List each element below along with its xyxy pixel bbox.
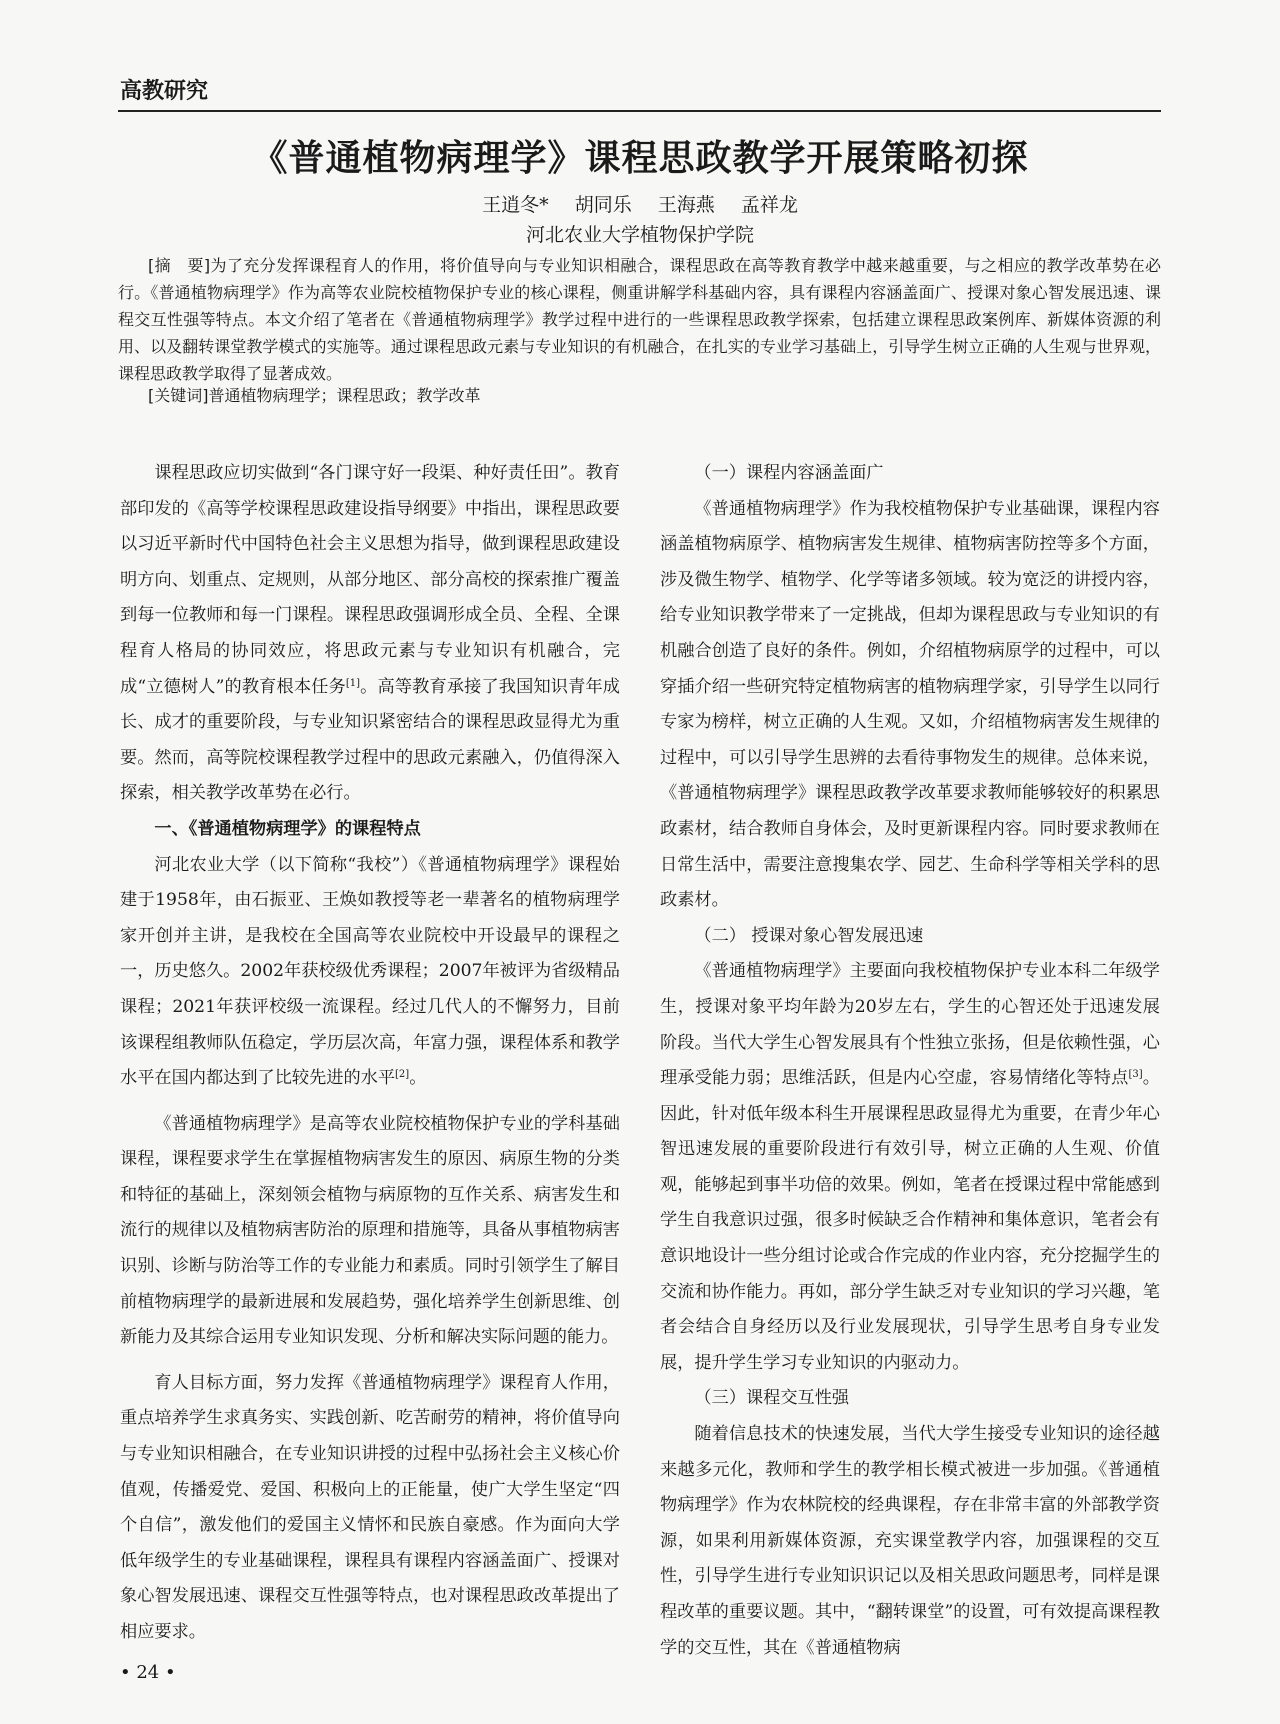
section-label: 高教研究 <box>120 79 209 104</box>
citation: [1] <box>345 677 361 689</box>
right-column <box>660 456 1160 1666</box>
keywords-text: 普通植物病理学；课程思政；教学改革 <box>208 386 481 405</box>
article-title: 《普通植物病理学》课程思政教学开展策略初探 <box>251 137 1029 179</box>
affiliation: 河北农业大学植物保护学院 <box>525 224 754 246</box>
author: 胡同乐 <box>574 194 632 216</box>
citation: [2] <box>395 1069 410 1081</box>
paragraph: 《普通植物病理学》主要面向我校植物保护专业本科二年级学生，授课对象平均年龄为20岁左右，学生的心智还处于迅速发展阶段。当代大学生心智发展具有个性独立张扬，但是依赖性强，心理承受能力弱；思维活跃，但是内心空虚，容易情绪化等特点[3]。因此，针对低年级本科生开展课程思政显得尤为重要，在青少年心智迅速发展的重要阶段进行有效引导，树立正确的人生观、价值观，能够起到事半功倍的效果。例如，笔者在授课过程中常能感到学生自我意识过强，很多时候缺乏合作精神和集体意识，笔者会有意识地设计一些分组讨论或合作完成的作业内容，充分挖掘学生的交流和协作能力。再如，部分学生缺乏对专业知识的学习兴趣，笔者会结合自身经历以及行业发展现状，引导学生思考自身专业发展，提升学生学习专业知识的内驱动力。 <box>660 961 1160 1373</box>
keywords-label: [关键词] <box>148 386 209 405</box>
subsection-heading: （二） 授课对象心智发展迅速 <box>694 925 924 946</box>
abstract-text: 为了充分发挥课程育人的作用，将价值导向与专业知识相融合，课程思政在高等教育教学中越来越重要，与之相应的教学改革势在必行。《普通植物病理学》作为高等农业院校植物保护专业的核心课程，侧重讲解学科基础内容，具有课程内容涵盖面广、授课对象心智发展迅速、课程交互性强等特点。本文介绍了笔者在《普通植物病理学》教学过程中进行的一些课程思政教学探索，包括建立课程思政案例库、新媒体资源的利用、以及翻转课堂教学模式的实施等。通过课程思政元素与专业知识的有机融合，在扎实的专业学习基础上，引导学生树立正确的人生观与世界观，课程思政教学取得了显著成效。 <box>118 256 1161 383</box>
paragraph: 河北农业大学（以下简称“我校”）《普通植物病理学》课程始建于1958年，由石振亚、王焕如教授等老一辈著名的植物病理学家开创并主讲，是我校在全国高等农业院校中开设最早的课程之一，历史悠久。2002年获校级优秀课程；2007年被评为省级精品课程；2021年获评校级一流课程。经过几代人的不懈努力，目前该课程组教师队伍稳定，学历层次高，年富力强，课程体系和教学水平在国内都达到了比较先进的水平[2]。 <box>120 854 620 1089</box>
paragraph: 《普通植物病理学》作为我校植物保护专业基础课，课程内容涵盖植物病原学、植物病害发生规律、植物病害防控等多个方面，涉及微生物学、植物学、化学等诸多领域。较为宽泛的讲授内容，给专业知识教学带来了一定挑战，但却为课程思政与专业知识的有机融合创造了良好的条件。例如，介绍植物病原学的过程中，可以穿插介绍一些研究特定植物病害的植物病理学家，引导学生以同行专家为榜样，树立正确的人生观。又如，介绍植物病害发生规律的过程中，可以引导学生思辨的去看待事物发生的规律。总体来说，《普通植物病理学》课程思政教学改革要求教师能够较好的积累思政素材，结合教师自身体会，及时更新课程内容。同时要求教师在日常生活中，需要注意搜集农学、园艺、生命科学等相关学科的思政素材。 <box>660 498 1160 911</box>
paragraph: 《普通植物病理学》是高等农业院校植物保护专业的学科基础课程，课程要求学生在掌握植物病害发生的原因、病原生物的分类和特征的基础上，深刻领会植物与病原物的互作关系、病害发生和流行的规律以及植物病害防治的原理和措施等，具备从事植物病害识别、诊断与防治等工作的专业能力和素质。同时引领学生了解目前植物病理学的最新进展和发展趋势，强化培养学生创新思维、创新能力及其综合运用专业知识发现、分析和解决实际问题的能力。 <box>120 1113 620 1348</box>
citation: [3] <box>1128 1069 1143 1081</box>
left-column <box>120 456 620 1651</box>
author: 孟祥龙 <box>740 194 798 216</box>
author-list <box>0 190 1280 217</box>
author: 王海燕 <box>657 194 715 216</box>
abstract <box>118 252 1161 387</box>
subsection-heading: （一）课程内容涵盖面广 <box>694 463 884 483</box>
keywords <box>118 382 1161 409</box>
abstract-label: [摘 要] <box>148 256 211 275</box>
running-header <box>118 70 1161 112</box>
paragraph: 随着信息技术的快速发展，当代大学生接受专业知识的途径越来越多元化，教师和学生的教学相长模式被进一步加强。《普通植物病理学》作为农林院校的经典课程，存在非常丰富的外部教学资源，如果利用新媒体资源，充实课堂教学内容，加强课程的交互性，引导学生进行专业知识识记以及相关思政问题思考，同样是课程改革的重要议题。其中，“翻转课堂”的设置，可有效提高课程教学的交互性，其在《普通植物病 <box>660 1424 1160 1658</box>
section-heading: 一、《普通植物病理学》的课程特点 <box>154 818 421 839</box>
paragraph: 育人目标方面，努力发挥《普通植物病理学》课程育人作用，重点培养学生求真务实、实践创新、吃苦耐劳的精神，将价值导向与专业知识相融合，在专业知识讲授的过程中弘扬社会主义核心价值观，传播爱党、爱国、积极向上的正能量，使广大学生坚定“四个自信”，激发他们的爱国主义情怀和民族自豪感。作为面向大学低年级学生的专业基础课程，课程具有课程内容涵盖面广、授课对象心智发展迅速、课程交互性强等特点，也对课程思政改革提出了相应要求。 <box>120 1372 620 1642</box>
subsection-heading: （三）课程交互性强 <box>694 1388 850 1409</box>
author: 王逍冬* <box>482 194 549 216</box>
page-number: • 24 • <box>120 1662 176 1683</box>
paragraph: 课程思政应切实做到“各门课守好一段渠、种好责任田”。教育部印发的《高等学校课程思政建设指导纲要》中指出，课程思政要以习近平新时代中国特色社会主义思想为指导，做到课程思政建设明方向、划重点、定规则，从部分地区、部分高校的探索推广覆盖到每一位教师和每一门课程。课程思政强调形成全员、全程、全课程育人格局的协同效应，将思政元素与专业知识有机融合，完成“立德树人”的教育根本任务[1]。高等教育承接了我国知识青年成长、成才的重要阶段，与专业知识紧密结合的课程思政显得尤为重要。然而，高等院校课程教学过程中的思政元素融入，仍值得深入探索，相关教学改革势在必行。 <box>120 463 620 804</box>
